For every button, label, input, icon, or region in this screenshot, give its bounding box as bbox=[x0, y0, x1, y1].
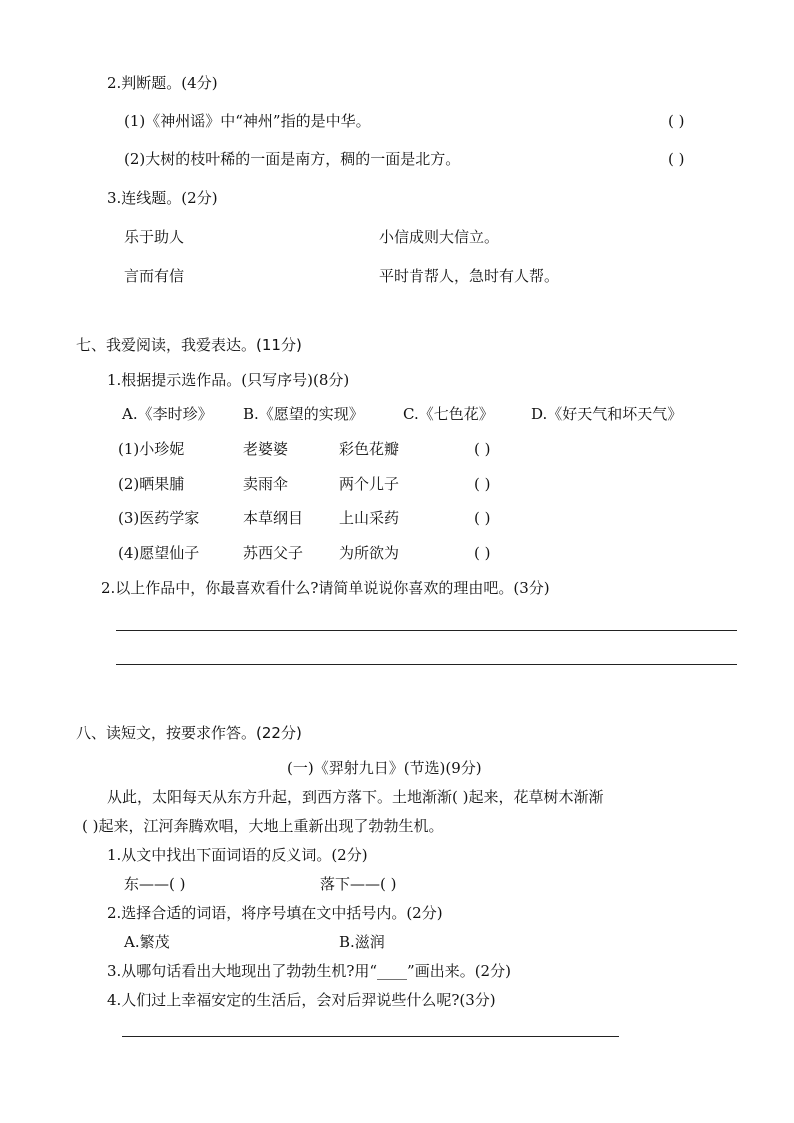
sec8-q4-title: 4.人们过上幸福安定的生活后，会对后羿说些什么呢?(3分) bbox=[107, 991, 496, 1009]
hint-row-2-col-1: (2)晒果脯 bbox=[118, 475, 185, 493]
q3-right-item-2[interactable]: 平时肯帮人，急时有人帮。 bbox=[379, 267, 560, 285]
q2-item-1: (1)《神州谣》中“神州”指的是中华。 bbox=[124, 112, 371, 130]
hint-row-2-col-3: 两个儿子 bbox=[339, 475, 400, 493]
hint-row-3-col-2: 本草纲目 bbox=[243, 509, 304, 527]
option-b: B.《愿望的实现》 bbox=[243, 405, 364, 423]
sec7-q2-title: 2.以上作品中，你最喜欢看什么?请简单说说你喜欢的理由吧。(3分) bbox=[101, 579, 550, 597]
antonym-set[interactable]: 落下——( ) bbox=[320, 875, 397, 893]
hint-row-2-answer[interactable]: ( ) bbox=[474, 475, 491, 493]
q3-left-item-1[interactable]: 乐于助人 bbox=[124, 228, 185, 246]
sec7-q1-title: 1.根据提示选作品。(只写序号)(8分) bbox=[107, 371, 350, 389]
hint-row-3-col-1: (3)医药学家 bbox=[118, 509, 200, 527]
q3-left-item-2[interactable]: 言而有信 bbox=[124, 267, 185, 285]
q2-title: 2.判断题。(4分) bbox=[107, 74, 218, 92]
passage-line-1: 从此，太阳每天从东方升起，到西方落下。土地渐渐( )起来，花草树木渐渐 bbox=[107, 788, 604, 806]
antonym-east[interactable]: 东——( ) bbox=[124, 875, 186, 893]
hint-row-4-col-3: 为所欲为 bbox=[339, 544, 400, 562]
hint-row-1-col-3: 彩色花瓣 bbox=[339, 440, 400, 458]
q2-item-2: (2)大树的枝叶稀的一面是南方，稠的一面是北方。 bbox=[124, 150, 461, 168]
sec8-q2-title: 2.选择合适的词语，将序号填在文中括号内。(2分) bbox=[107, 904, 443, 922]
sec8-q3-title: 3.从哪句话看出大地现出了勃勃生机?用“____”画出来。(2分) bbox=[107, 962, 511, 980]
hint-row-1-col-1: (1)小珍妮 bbox=[118, 440, 185, 458]
hint-row-4-col-2: 苏西父子 bbox=[243, 544, 304, 562]
option-a: A.《李时珍》 bbox=[122, 405, 213, 423]
passage-title: (一)《羿射九日》(节选)(9分) bbox=[287, 759, 482, 777]
hint-row-3-col-3: 上山采药 bbox=[339, 509, 400, 527]
hint-row-2-col-2: 卖雨伞 bbox=[243, 475, 289, 493]
hint-row-1-answer[interactable]: ( ) bbox=[474, 440, 491, 458]
hint-row-4-answer[interactable]: ( ) bbox=[474, 544, 491, 562]
choice-a: A.繁茂 bbox=[124, 933, 170, 951]
answer-line-1[interactable] bbox=[116, 630, 737, 631]
section-8-title: 八、读短文，按要求作答。(22分) bbox=[76, 724, 302, 742]
hint-row-3-answer[interactable]: ( ) bbox=[474, 509, 491, 527]
hint-row-4-col-1: (4)愿望仙子 bbox=[118, 544, 200, 562]
q3-right-item-1[interactable]: 小信成则大信立。 bbox=[379, 228, 500, 246]
hint-row-1-col-2: 老婆婆 bbox=[243, 440, 289, 458]
passage-line-2: ( )起来，江河奔腾欢唱，大地上重新出现了勃勃生机。 bbox=[82, 817, 444, 835]
q2-item-2-answer-paren[interactable]: ( ) bbox=[668, 150, 685, 168]
q3-title: 3.连线题。(2分) bbox=[107, 189, 218, 207]
option-c: C.《七色花》 bbox=[403, 405, 494, 423]
option-d: D.《好天气和坏天气》 bbox=[531, 405, 683, 423]
section-7-title: 七、我爱阅读，我爱表达。(11分) bbox=[76, 336, 302, 354]
sec8-q1-title: 1.从文中找出下面词语的反义词。(2分) bbox=[107, 846, 368, 864]
q2-item-1-answer-paren[interactable]: ( ) bbox=[668, 112, 685, 130]
answer-line-2[interactable] bbox=[116, 664, 737, 665]
choice-b: B.滋润 bbox=[339, 933, 385, 951]
answer-line-3[interactable] bbox=[122, 1036, 619, 1037]
